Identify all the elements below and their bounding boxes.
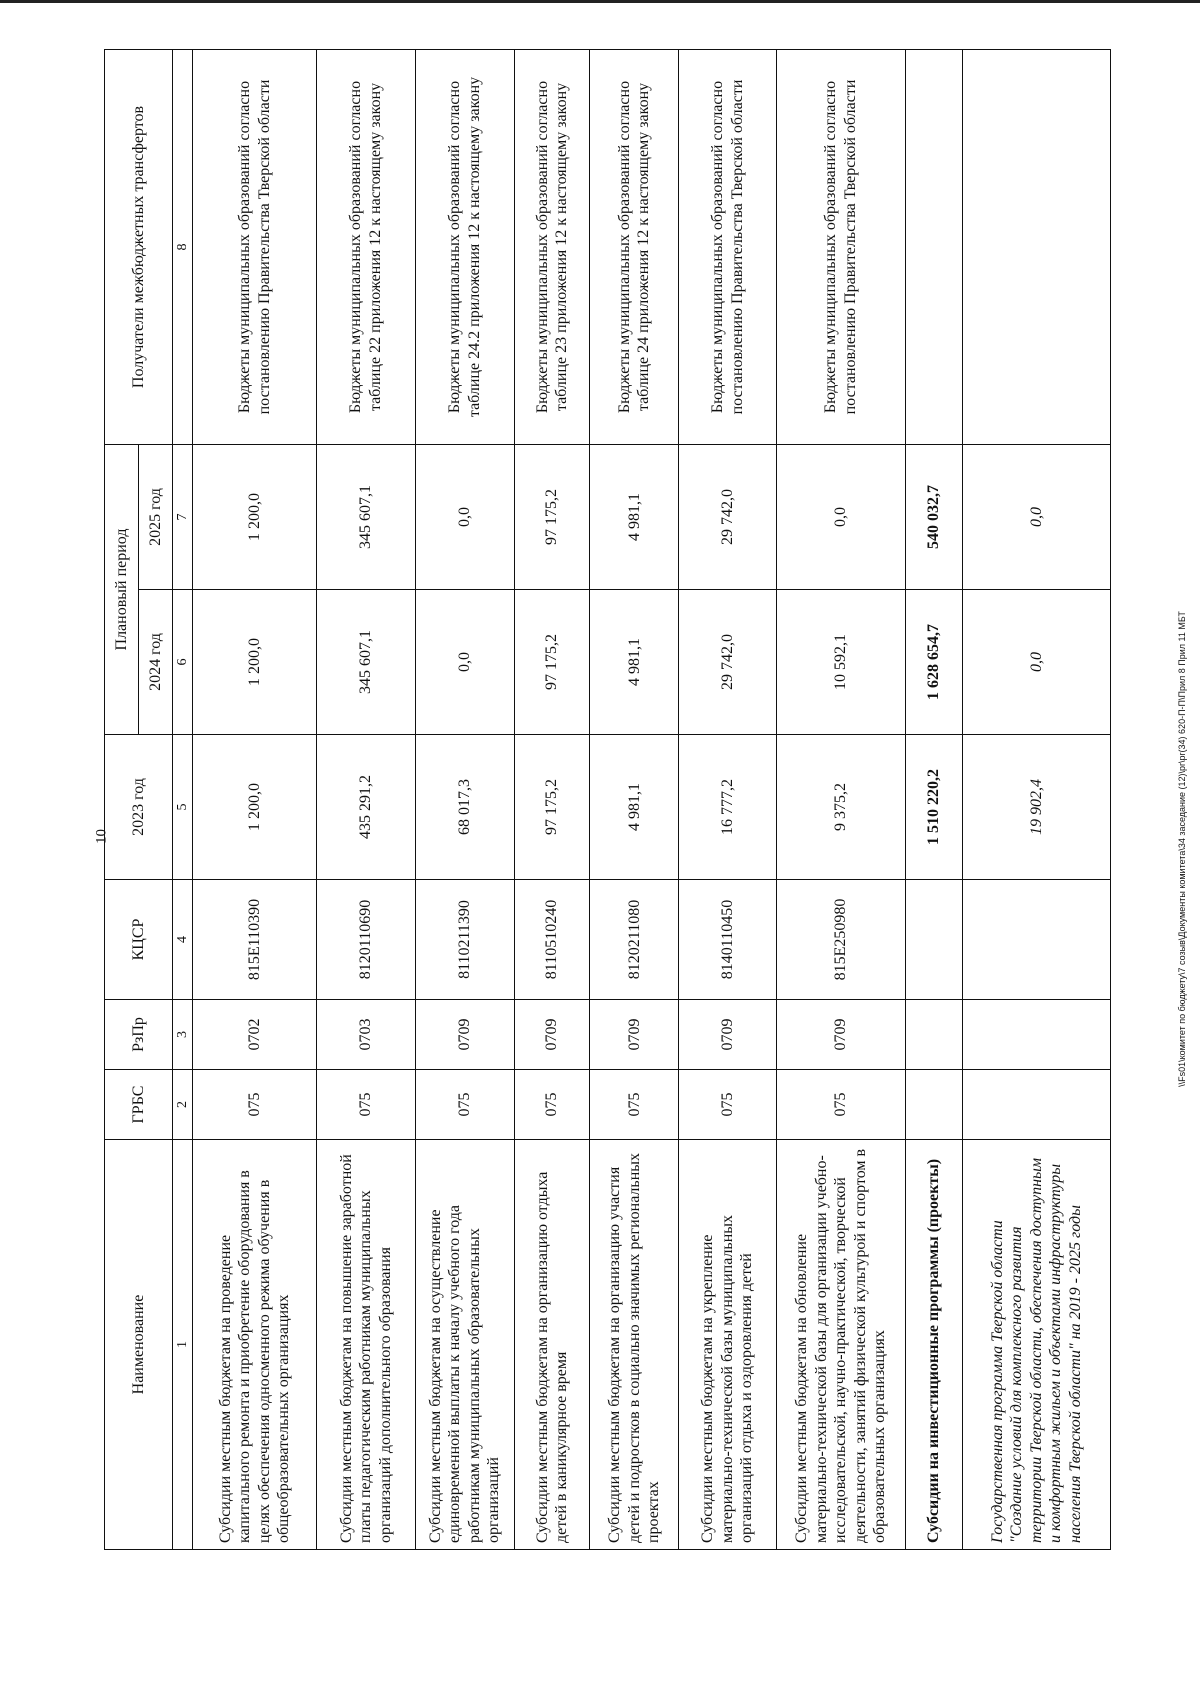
footer-file-path: \\Fs01\комитет по бюджету\7 созыв\Документы комитета\34 заседание (12)\pr\pr(34) 620-П-П\Прил 8 Прил 11 МБТ (1177, 611, 1187, 1087)
column-number: 7 (173, 444, 193, 589)
row-2023: 16 777,2 (679, 735, 777, 880)
row-grbs: 075 (514, 1070, 590, 1140)
total-name: Субсидии на инвестиционные программы (проекты) (905, 1140, 962, 1550)
row-recipient: Бюджеты муниципальных образований согласно таблице 24.2 приложения 12 к настоящему закону (415, 49, 514, 444)
row-2024: 10 592,1 (777, 590, 906, 735)
program-2025: 0,0 (962, 444, 1110, 589)
program-row (962, 49, 1110, 1549)
header-2025: 2025 год (139, 444, 173, 589)
row-grbs: 075 (193, 1070, 316, 1140)
row-name: Субсидии местным бюджетам на укрепление материально-технической базы муниципальных организаций отдыха и оздоровления детей (679, 1140, 777, 1550)
program-rzpr (962, 1000, 1110, 1070)
row-2024: 97 175,2 (514, 590, 590, 735)
row-rzpr: 0709 (590, 1000, 679, 1070)
row-2023: 4 981,1 (590, 735, 679, 880)
row-name: Субсидии местным бюджетам на обновление материально-технической базы для организации учебно-исследовательской, научно-практической, творческой деятельности, занятий физической культурой и спортом в образовательных организациях (777, 1140, 906, 1550)
program-recipient (962, 49, 1110, 444)
header-name: Наименование (105, 1140, 173, 1550)
row-grbs: 075 (415, 1070, 514, 1140)
program-kcsr (962, 880, 1110, 1000)
page-top-border (0, 0, 1200, 3)
total-recipient (905, 49, 962, 444)
table-row (590, 49, 679, 1549)
row-2025: 0,0 (777, 444, 906, 589)
row-2025: 345 607,1 (316, 444, 415, 589)
row-name: Субсидии местным бюджетам на повышение заработной платы педагогическим работникам муниципальных организаций дополнительного образования (316, 1140, 415, 1550)
row-kcsr: 8120211080 (590, 880, 679, 1000)
row-recipient: Бюджеты муниципальных образований согласно таблице 24 приложения 12 к настоящему закону (590, 49, 679, 444)
row-2025: 0,0 (415, 444, 514, 589)
row-name: Субсидии местным бюджетам на организацию участия детей и подростков в социально значимых региональных проектах (590, 1140, 679, 1550)
row-recipient: Бюджеты муниципальных образований согласно таблице 22 приложения 12 к настоящему закону (316, 49, 415, 444)
total-rzpr (905, 1000, 962, 1070)
column-number: 4 (173, 880, 193, 1000)
row-2024: 1 200,0 (193, 590, 316, 735)
row-kcsr: 8110510240 (514, 880, 590, 1000)
column-number: 6 (173, 590, 193, 735)
row-2025: 4 981,1 (590, 444, 679, 589)
row-2023: 1 200,0 (193, 735, 316, 880)
row-name: Субсидии местным бюджетам на проведение капитального ремонта и приобретение оборудования в целях обеспечения односменного режима обучения в общеобразовательных организациях (193, 1140, 316, 1550)
column-number: 5 (173, 735, 193, 880)
row-2023: 68 017,3 (415, 735, 514, 880)
row-rzpr: 0709 (415, 1000, 514, 1070)
table-row (193, 49, 316, 1549)
table-row (514, 49, 590, 1549)
row-2025: 97 175,2 (514, 444, 590, 589)
row-rzpr: 0703 (316, 1000, 415, 1070)
total-grbs (905, 1070, 962, 1140)
total-2023: 1 510 220,2 (905, 735, 962, 880)
row-grbs: 075 (679, 1070, 777, 1140)
row-2024: 4 981,1 (590, 590, 679, 735)
total-2024: 1 628 654,7 (905, 590, 962, 735)
row-2025: 29 742,0 (679, 444, 777, 589)
row-2023: 9 375,2 (777, 735, 906, 880)
row-kcsr: 815E250980 (777, 880, 906, 1000)
total-kcsr (905, 880, 962, 1000)
row-recipient: Бюджеты муниципальных образований согласно постановлению Правительства Тверской области (193, 49, 316, 444)
header-planned-period: Плановый период (105, 444, 139, 734)
program-2024: 0,0 (962, 590, 1110, 735)
header-2023: 2023 год (105, 735, 173, 880)
table-row (679, 49, 777, 1549)
header-grbs: ГРБС (105, 1070, 173, 1140)
table-row (316, 49, 415, 1549)
program-grbs (962, 1070, 1110, 1140)
row-2024: 345 607,1 (316, 590, 415, 735)
program-name: Государственная программа Тверской области "Создание условий для комплексного развития территории Тверской области, обеспечения доступным и комфортным жильем и объектами инфраструктуры населения Тверской области" на 2019 - 2025 годы (962, 1140, 1110, 1550)
rotated-table-wrapper (104, 50, 1111, 1550)
page-number: 10 (93, 829, 110, 844)
row-2024: 29 742,0 (679, 590, 777, 735)
row-name: Субсидии местным бюджетам на осуществление единовременной выплаты к началу учебного года работникам муниципальных образовательных организаций (415, 1140, 514, 1550)
header-recipients: Получатели межбюджетных трансфертов (105, 49, 173, 444)
header-rzpr: РзПр (105, 1000, 173, 1070)
program-2023: 19 902,4 (962, 735, 1110, 880)
row-recipient: Бюджеты муниципальных образований согласно постановлению Правительства Тверской области (777, 49, 906, 444)
total-2025: 540 032,7 (905, 444, 962, 589)
row-2023: 97 175,2 (514, 735, 590, 880)
subsidies-table (104, 49, 1111, 1550)
column-number: 3 (173, 1000, 193, 1070)
row-kcsr: 8120110690 (316, 880, 415, 1000)
row-kcsr: 8140110450 (679, 880, 777, 1000)
row-name: Субсидии местным бюджетам на организацию отдыха детей в каникулярное время (514, 1140, 590, 1550)
column-number: 2 (173, 1070, 193, 1140)
header-row-1 (105, 49, 139, 1549)
row-recipient: Бюджеты муниципальных образований согласно постановлению Правительства Тверской области (679, 49, 777, 444)
row-rzpr: 0709 (777, 1000, 906, 1070)
row-grbs: 075 (590, 1070, 679, 1140)
row-recipient: Бюджеты муниципальных образований согласно таблице 23 приложения 12 к настоящему закону (514, 49, 590, 444)
row-grbs: 075 (777, 1070, 906, 1140)
row-kcsr: 8110211390 (415, 880, 514, 1000)
row-rzpr: 0709 (679, 1000, 777, 1070)
column-number-row (173, 49, 193, 1549)
row-2023: 435 291,2 (316, 735, 415, 880)
column-number: 8 (173, 49, 193, 444)
row-rzpr: 0702 (193, 1000, 316, 1070)
table-row (415, 49, 514, 1549)
row-kcsr: 815E110390 (193, 880, 316, 1000)
header-kcsr: КЦСР (105, 880, 173, 1000)
total-row (905, 49, 962, 1549)
row-2024: 0,0 (415, 590, 514, 735)
row-grbs: 075 (316, 1070, 415, 1140)
header-2024: 2024 год (139, 590, 173, 735)
row-rzpr: 0709 (514, 1000, 590, 1070)
table-row (777, 49, 906, 1549)
column-number: 1 (173, 1140, 193, 1550)
row-2025: 1 200,0 (193, 444, 316, 589)
